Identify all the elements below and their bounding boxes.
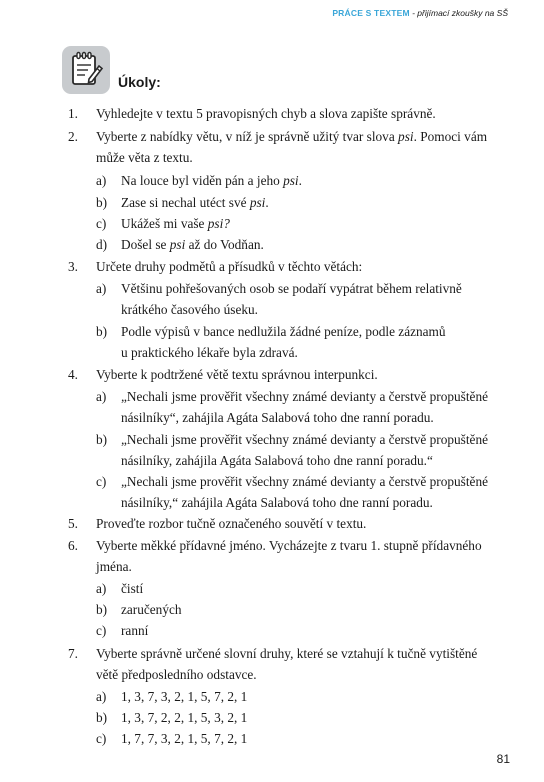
option-text-continued: násilníky,“ zahájila Agáta Salabová toho dne ranní poradu. xyxy=(121,495,433,510)
option-text: Došel se psi až do Vodňan. xyxy=(121,237,264,252)
option-label: b) xyxy=(96,432,108,447)
question-text: Vyberte z nabídky větu, v níž je správně užitý tvar slova psi. Pomoci vám xyxy=(96,129,488,144)
option-text: čistí xyxy=(121,581,144,596)
option-text: „Nechali jsme prověřit všechny známé devianty a čerstvě propuštěné xyxy=(121,389,488,404)
header-section-title: PRÁCE S TEXTEM xyxy=(332,8,410,18)
option-label: c) xyxy=(96,623,107,638)
option-label: a) xyxy=(96,389,107,404)
header-subtitle: - přijímací zkoušky na SŠ xyxy=(409,8,508,18)
option-text: ranní xyxy=(121,623,149,638)
option-label: a) xyxy=(96,689,107,704)
option-label: b) xyxy=(96,324,108,339)
question-text-continued: může věta z textu. xyxy=(96,150,193,165)
question-number: 3. xyxy=(68,259,78,274)
question-number: 1. xyxy=(68,106,78,121)
option-label: b) xyxy=(96,195,108,210)
option-text: Ukážeš mi vaše psi? xyxy=(121,216,230,231)
option-text-continued: krátkého časového úseku. xyxy=(121,302,258,317)
page-number: 81 xyxy=(496,752,510,766)
option-text: 1, 7, 7, 3, 2, 1, 5, 7, 2, 1 xyxy=(121,731,248,746)
option-text: Na louce byl viděn pán a jeho psi. xyxy=(121,173,302,188)
option-text: 1, 3, 7, 2, 2, 1, 5, 3, 2, 1 xyxy=(121,710,248,725)
option-label: b) xyxy=(96,602,108,617)
question-text: Vyberte měkké přídavné jméno. Vycházejte z tvaru 1. stupně přídavného xyxy=(96,538,482,553)
question-text: Vyberte k podtržené větě textu správnou interpunkci. xyxy=(96,367,378,382)
task-notepad-icon xyxy=(62,46,110,94)
option-text: „Nechali jsme prověřit všechny známé devianty a čerstvě propuštěné xyxy=(121,432,488,447)
option-text: „Nechali jsme prověřit všechny známé devianty a čerstvě propuštěné xyxy=(121,474,488,489)
option-text: zaručených xyxy=(121,602,182,617)
question-text: Vyberte správně určené slovní druhy, které se vztahují k tučně vytištěné xyxy=(96,646,478,661)
option-label: c) xyxy=(96,731,107,746)
option-label: c) xyxy=(96,474,107,489)
option-label: b) xyxy=(96,710,108,725)
option-label: a) xyxy=(96,281,107,296)
question-text-continued: větě předposledního odstavce. xyxy=(96,667,257,682)
option-label: d) xyxy=(96,237,108,252)
question-number: 5. xyxy=(68,516,78,531)
option-text-continued: násilníky, zahájila Agáta Salabová toho dne ranní poradu.“ xyxy=(121,453,433,468)
option-label: a) xyxy=(96,581,107,596)
option-label: c) xyxy=(96,216,107,231)
question-number: 4. xyxy=(68,367,78,382)
option-label: a) xyxy=(96,173,107,188)
question-number: 6. xyxy=(68,538,78,553)
running-header xyxy=(332,8,508,18)
question-text: Určete druhy podmětů a přísudků v těchto větách: xyxy=(96,259,363,274)
question-text: Proveďte rozbor tučně označeného souvětí v textu. xyxy=(96,516,367,531)
option-text-continued: násilníky“, zahájila Agáta Salabová toho dne ranní poradu. xyxy=(121,410,434,425)
question-text: Vyhledejte v textu 5 pravopisných chyb a slova zapište správně. xyxy=(96,106,436,121)
question-number: 7. xyxy=(68,646,78,661)
option-text: Většinu pohřešovaných osob se podaří vypátrat během relativně xyxy=(121,281,462,296)
question-number: 2. xyxy=(68,129,78,144)
option-text: 1, 3, 7, 3, 2, 1, 5, 7, 2, 1 xyxy=(121,689,248,704)
tasks-heading: Úkoly: xyxy=(118,74,161,90)
question-text-continued: jména. xyxy=(96,559,132,574)
option-text-continued: u praktického lékaře byla zdravá. xyxy=(121,345,298,360)
option-text: Podle výpisů v bance nedlužila žádné peníze, podle záznamů xyxy=(121,324,446,339)
option-text: Zase si nechal utéct své psi. xyxy=(121,195,269,210)
